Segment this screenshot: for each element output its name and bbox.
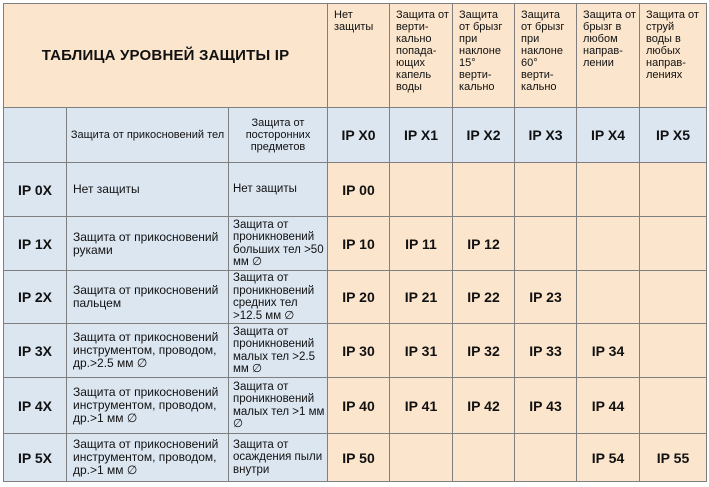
rating-cell — [577, 217, 640, 271]
rating-cell: IP 10 — [328, 217, 390, 271]
table-row — [4, 324, 707, 378]
rating-cell: IP 20 — [328, 271, 390, 324]
rating-cell: IP 40 — [328, 378, 390, 434]
rating-cell — [640, 217, 707, 271]
column-code: IP X3 — [515, 108, 577, 163]
row-code: IP 5X — [4, 434, 67, 482]
row-code: IP 4X — [4, 378, 67, 434]
rating-cell — [577, 271, 640, 324]
object-protection-cell: Нет защиты — [229, 163, 328, 217]
ip-protection-table — [3, 3, 707, 482]
rating-cell — [515, 434, 577, 482]
rating-cell: IP 34 — [577, 324, 640, 378]
rating-cell: IP 30 — [328, 324, 390, 378]
rating-cell — [453, 434, 515, 482]
touch-protection-cell: Защита от прикосновений инструментом, проводом, др.>1 мм ∅ — [67, 434, 229, 482]
header-row — [4, 4, 707, 108]
rating-cell: IP 00 — [328, 163, 390, 217]
object-protection-cell: Защита от проникновений средних тел >12.5 мм ∅ — [229, 271, 328, 324]
rating-cell: IP 44 — [577, 378, 640, 434]
rating-cell: IP 12 — [453, 217, 515, 271]
row-code: IP 1X — [4, 217, 67, 271]
table-row — [4, 434, 707, 482]
rating-cell: IP 50 — [328, 434, 390, 482]
object-protection-cell: Защита от проникновений больших тел >50 мм ∅ — [229, 217, 328, 271]
touch-protection-cell: Защита от прикосновений руками — [67, 217, 229, 271]
rating-cell: IP 43 — [515, 378, 577, 434]
row-code: IP 0X — [4, 163, 67, 217]
rating-cell: IP 11 — [390, 217, 453, 271]
column-description: Защита от брызг при наклоне 15° верти-кально — [453, 4, 515, 108]
rating-cell: IP 23 — [515, 271, 577, 324]
object-protection-header: Защита от посторонних предметов — [229, 108, 328, 163]
object-protection-cell: Защита от осаждения пыли внутри — [229, 434, 328, 482]
table-title: ТАБЛИЦА УРОВНЕЙ ЗАЩИТЫ IP — [4, 4, 328, 108]
rating-cell — [515, 217, 577, 271]
rating-cell: IP 41 — [390, 378, 453, 434]
column-code: IP X4 — [577, 108, 640, 163]
rating-cell — [640, 163, 707, 217]
column-code: IP X2 — [453, 108, 515, 163]
column-code: IP X0 — [328, 108, 390, 163]
touch-protection-header: Защита от прикосновений тел — [67, 108, 229, 163]
row-code: IP 3X — [4, 324, 67, 378]
column-code: IP X5 — [640, 108, 707, 163]
column-description: Защита от струй воды в любых направ-лениях — [640, 4, 707, 108]
table-row — [4, 271, 707, 324]
touch-protection-cell: Защита от прикосновений инструментом, проводом, др.>1 мм ∅ — [67, 378, 229, 434]
rating-cell — [640, 324, 707, 378]
rating-cell — [640, 271, 707, 324]
corner-cell — [4, 108, 67, 163]
rating-cell: IP 33 — [515, 324, 577, 378]
rating-cell: IP 42 — [453, 378, 515, 434]
rating-cell: IP 54 — [577, 434, 640, 482]
subheader-row — [4, 108, 707, 163]
rating-cell: IP 31 — [390, 324, 453, 378]
row-code: IP 2X — [4, 271, 67, 324]
column-description: Защита от брызг при наклоне 60° верти-кально — [515, 4, 577, 108]
column-description: Нет защиты — [328, 4, 390, 108]
table-row — [4, 378, 707, 434]
object-protection-cell: Защита от проникновений малых тел >1 мм ∅ — [229, 378, 328, 434]
touch-protection-cell: Защита от прикосновений пальцем — [67, 271, 229, 324]
column-description: Защита от брызг в любом направ-лении — [577, 4, 640, 108]
column-code: IP X1 — [390, 108, 453, 163]
table-row — [4, 163, 707, 217]
rating-cell — [577, 163, 640, 217]
object-protection-cell: Защита от проникновений малых тел >2.5 мм ∅ — [229, 324, 328, 378]
rating-cell: IP 22 — [453, 271, 515, 324]
touch-protection-cell: Защита от прикосновений инструментом, проводом, др.>2.5 мм ∅ — [67, 324, 229, 378]
rating-cell — [453, 163, 515, 217]
rating-cell: IP 55 — [640, 434, 707, 482]
rating-cell: IP 32 — [453, 324, 515, 378]
table-row — [4, 217, 707, 271]
column-description: Защита от верти-кально попада-ющих капель воды — [390, 4, 453, 108]
rating-cell — [390, 434, 453, 482]
rating-cell — [515, 163, 577, 217]
rating-cell — [390, 163, 453, 217]
rating-cell — [640, 378, 707, 434]
touch-protection-cell: Нет защиты — [67, 163, 229, 217]
rating-cell: IP 21 — [390, 271, 453, 324]
